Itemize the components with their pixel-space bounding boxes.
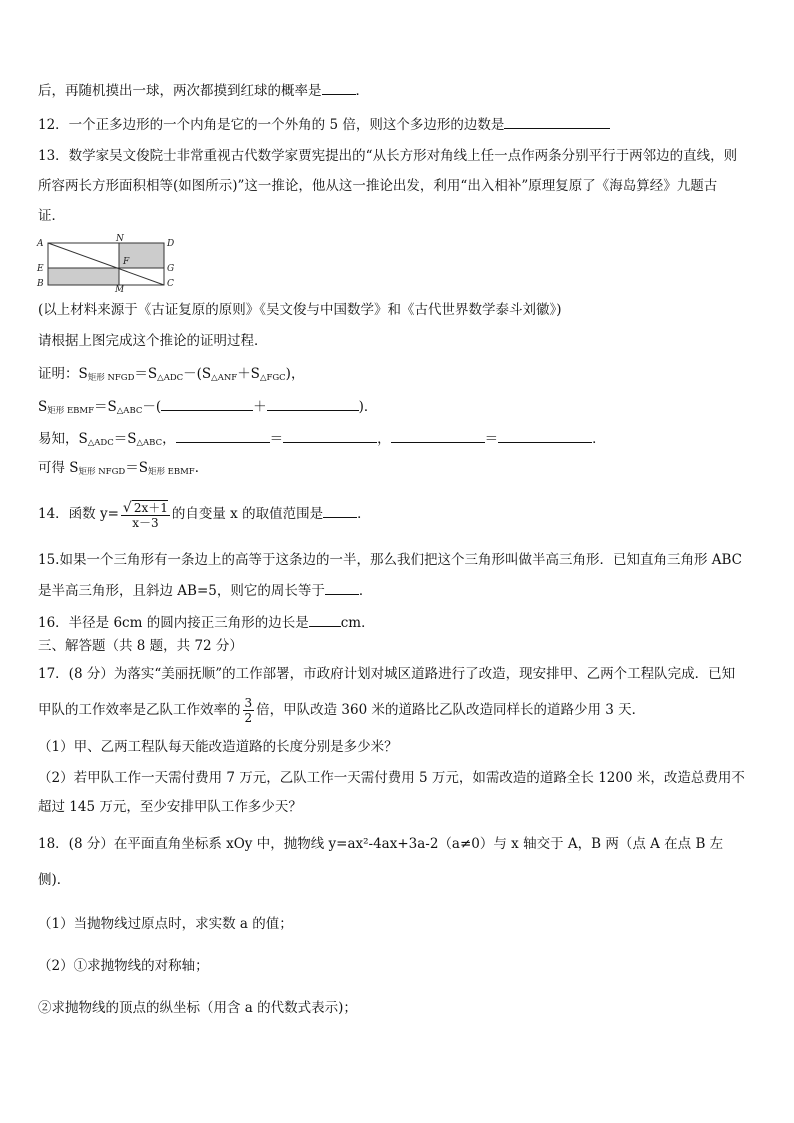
question-15-line2: 是半高三角形，且斜边 AB=5，则它的周长等于 ． — [38, 580, 372, 601]
rectangle-diagram — [34, 234, 184, 292]
question-17-part1: （1）甲、乙两工程队每天能改造道路的长度分别是多少米？ — [38, 739, 398, 755]
shaded-rect-ebmf — [48, 268, 119, 285]
label-b: B — [37, 279, 44, 289]
question-14: 14．函数 y= $\frac{√ 2x+1}{x-3}$ 的自变量 x 的取值范围是 ． — [38, 499, 371, 530]
question-17-line2: 甲队的工作效率是乙队工作效率的 $\frac{3}{2}$ 倍，甲队改造 360 米的道路比乙队改造同样长的道路少用 3 天． — [38, 696, 646, 725]
proof-blank-4[interactable] — [283, 428, 377, 443]
question-18-part1: （1）当抛物线过原点时，求实数 a 的值； — [38, 916, 293, 932]
proof-blank-6[interactable] — [498, 428, 592, 443]
fraction-expression: $\frac{√ 2x+1}{x-3}$ — [122, 499, 168, 530]
question-13-line3: 证． — [38, 208, 65, 224]
answer-blank[interactable] — [504, 114, 610, 129]
label-n: N — [116, 234, 124, 244]
question-13-source: (以上材料来源于《古证复原的原则》《吴文俊与中国数学》和《古代世界数学泰斗刘徽》) — [38, 302, 562, 318]
question-16: 16．半径是 6cm 的圆内接正三角形的边长是 cm． — [38, 612, 375, 633]
question-18-part3: ②求抛物线的顶点的纵坐标（用含 a 的代数式表示)； — [38, 1000, 357, 1016]
label-c: C — [167, 279, 174, 289]
label-f: F — [123, 257, 130, 267]
proof-blank-5[interactable] — [391, 428, 485, 443]
question-15-line1: 15.如果一个三角形有一条边上的高等于这条边的一半，那么我们把这个三角形叫做半高三角形．已知直角三角形 ABC — [38, 552, 743, 568]
proof-line-3: 易知，$S_{\triangle ADC}=S_{\triangle ABC}$， ＝ ， ＝ ． — [38, 428, 606, 453]
proof-blank-1[interactable] — [161, 396, 253, 411]
question-18-line1: 18．(8 分）在平面直角坐标系 xOy 中，抛物线 y=ax²-4ax+3a-2（a≠0）与 x 轴交于 A，B 两（点 A 在点 B 左 — [38, 836, 724, 852]
answer-blank[interactable] — [322, 80, 356, 95]
question-13-line2: 所容两长方形面积相等(如图所示)”这一推论，他从这一推论出发，利用“出入相补”原理复原了《海岛算经》九题古 — [38, 178, 718, 194]
question-17-part2-line2: 超过 145 万元，至少安排甲队工作多少天？ — [38, 799, 302, 815]
question-17-line1: 17．(8 分）为落实“美丽抚顺”的工作部署，市政府计划对城区道路进行了改造，现安排甲、乙两个工程队完成．已知 — [38, 666, 736, 682]
question-13-line1: 13．数学家吴文俊院士非常重视古代数学家贾宪提出的“从长方形对角线上任一点作两条分别平行于两邻边的直线，则 — [38, 148, 738, 164]
proof-blank-2[interactable] — [267, 396, 359, 411]
question-12: 12．一个正多边形的一个内角是它的一个外角的 5 倍，则这个多边形的边数是 — [38, 114, 610, 135]
answer-blank[interactable] — [309, 612, 341, 627]
proof-line-1: 证明：$S_{矩形 NFGD}=S_{\triangle ADC}-(S_{\triangle ANF}+S_{\triangle FGC})$， — [38, 366, 305, 383]
section-3-title: 三、解答题（共 8 题，共 72 分） — [38, 638, 243, 654]
proof-blank-3[interactable] — [176, 428, 270, 443]
question-13-instruction: 请根据上图完成这个推论的证明过程． — [38, 333, 268, 349]
question-18-line2: 侧)． — [38, 872, 71, 888]
question-18-part2: （2）①求抛物线的对称轴； — [38, 958, 209, 974]
answer-blank[interactable] — [323, 503, 357, 518]
answer-blank[interactable] — [325, 580, 359, 595]
proof-line-2: $S_{矩形 EBMF}=S_{\triangle ABC}-$( ＋ )． — [38, 396, 377, 421]
label-g: G — [167, 264, 175, 274]
question-17-part2-line1: （2）若甲队工作一天需付费用 7 万元，乙队工作一天需付费用 5 万元，如需改造的道路全长 1200 米，改造总费用不 — [38, 770, 745, 786]
fraction-3-2: $\frac{3}{2}$ — [244, 696, 253, 725]
label-e: E — [37, 264, 44, 274]
proof-line-4: 可得 $S_{矩形 NFGD}=S_{矩形 EBMF}$． — [38, 460, 209, 477]
label-d: D — [167, 239, 175, 249]
label-a: A — [37, 239, 44, 249]
label-m: M — [115, 285, 125, 292]
prev-question-line: 后，再随机摸出一球，两次都摸到红球的概率是 ． — [38, 80, 369, 101]
